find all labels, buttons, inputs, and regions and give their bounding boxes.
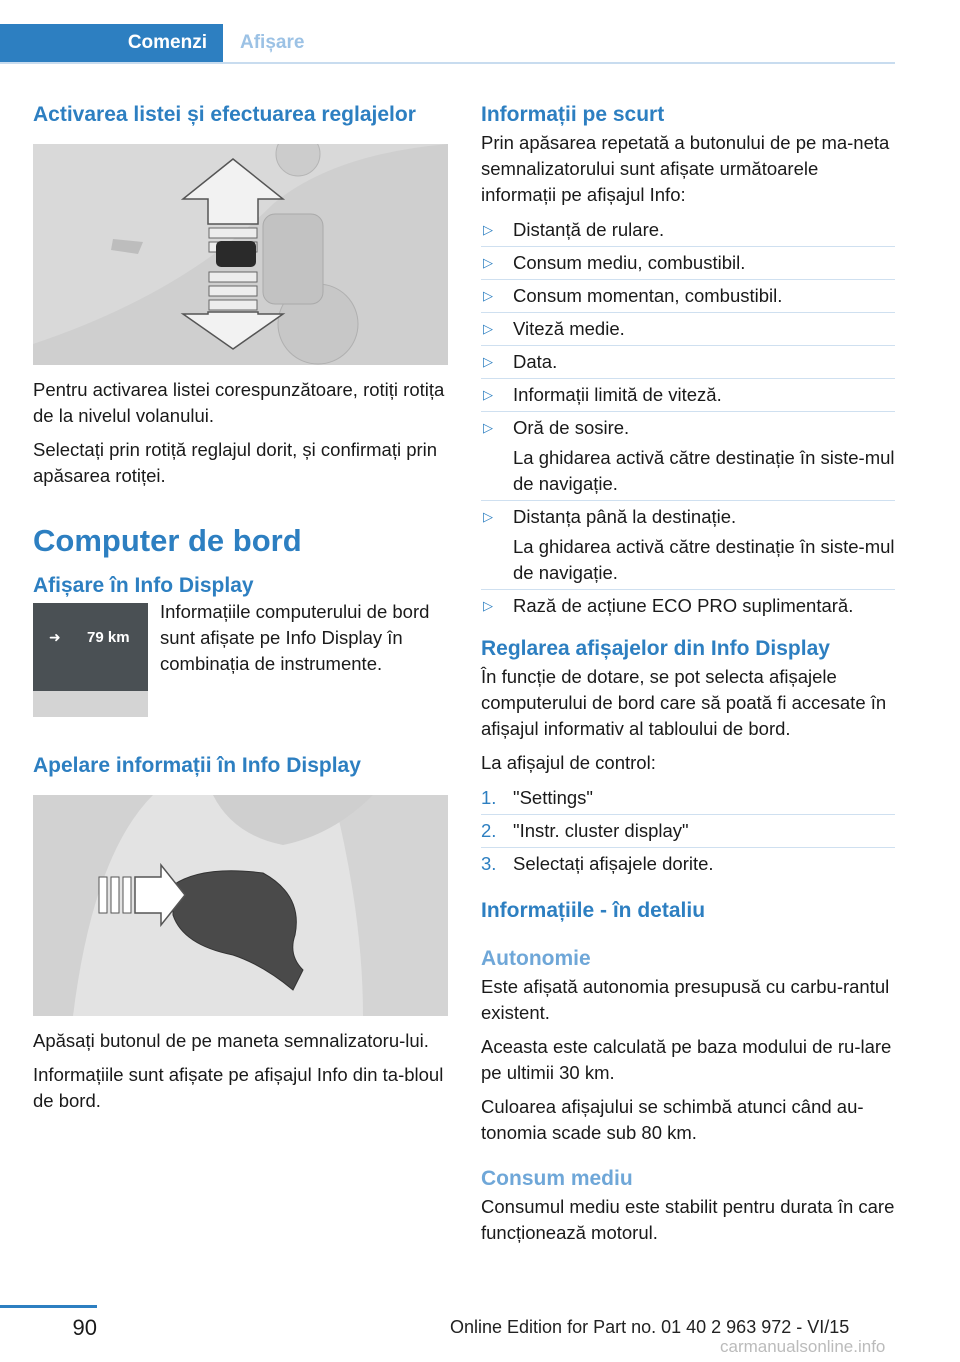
heading-computer-de-bord: Computer de bord — [33, 523, 302, 558]
display-readout: 79 km — [87, 629, 130, 646]
step-item — [481, 782, 895, 815]
list-item-text: Viteză medie. — [513, 318, 625, 339]
list-item-text: Distanță de rulare. — [513, 219, 665, 240]
triangle-icon: ▷ — [483, 598, 493, 613]
turn-signal-lever-image — [33, 795, 448, 1016]
list-item — [481, 247, 895, 280]
watermark: carmanualsonline.info — [720, 1337, 886, 1356]
list-item-subtext: La ghidarea activă către destinație în siste-mul de navigație. — [513, 536, 895, 583]
avg-consumption-text: Consumul mediu este stabilit pentru durata în care funcționează motorul. — [481, 1196, 895, 1243]
triangle-icon: ▷ — [483, 387, 493, 402]
call-text-1: Apăsați butonul de pe maneta semnalizatoru-lui. — [33, 1030, 429, 1051]
tab-comenzi-label: Comenzi — [127, 32, 207, 53]
info-display-image — [33, 603, 148, 717]
header-tabs — [0, 24, 895, 64]
range-text-3: Culoarea afișajului se schimbă atunci când au-tonomia scade sub 80 km. — [481, 1096, 864, 1143]
heading-call: Apelare informații în Info Display — [33, 754, 361, 777]
list-item — [481, 346, 895, 379]
list-item-subtext: La ghidarea activă către destinație în siste-mul de navigație. — [513, 447, 895, 494]
triangle-icon: ▷ — [483, 509, 493, 524]
step-number: 1. — [481, 787, 497, 808]
arrow-pump-icon: ➜ — [49, 629, 61, 645]
short-info-text: Prin apăsarea repetată a butonului de pe ma-neta semnalizatorului sunt afișate următoarele informații pe afișajul Info: — [481, 132, 890, 205]
steps-list — [481, 782, 895, 880]
activation-text-2: Selectați prin rotiță reglajul dorit, și confirmați prin apăsarea rotiței. — [33, 439, 438, 486]
call-text-2: Informațiile sunt afișate pe afișajul Info din ta-bloul de bord. — [33, 1064, 444, 1111]
activation-text-1: Pentru activarea listei corespunzătoare, rotiți rotița de la nivelul volanului. — [33, 379, 445, 426]
range-text-1: Este afișată autonomia presupusă cu carbu-rantul existent. — [481, 976, 890, 1023]
heading-activation: Activarea listei și efectuarea reglajelor — [33, 103, 416, 126]
triangle-icon: ▷ — [483, 288, 493, 303]
footer-line — [0, 1305, 97, 1308]
list-item-text: Distanța până la destinație. — [513, 506, 737, 527]
triangle-icon: ▷ — [483, 420, 493, 435]
list-item — [481, 280, 895, 313]
list-item-text: Informații limită de viteză. — [513, 384, 722, 405]
heading-adjust: Reglarea afișajelor din Info Display — [481, 637, 830, 660]
right-column — [481, 100, 895, 1246]
adjust-text-1: În funcție de dotare, se pot selecta afișajele computerului de bord care să poată fi accesate în afișajul informativ al tabloului de bord. — [481, 666, 887, 739]
step-item — [481, 848, 895, 880]
range-text-2: Aceasta este calculată pe baza modului de ru-lare pe ultimii 30 km. — [481, 1036, 892, 1083]
triangle-icon: ▷ — [483, 321, 493, 336]
list-item — [481, 590, 895, 622]
step-number: 3. — [481, 853, 497, 874]
list-item-text: Rază de acțiune ECO PRO suplimentară. — [513, 595, 854, 616]
list-item — [481, 313, 895, 346]
list-item — [481, 214, 895, 247]
heading-display: Afișare în Info Display — [33, 574, 254, 597]
heading-short-info: Informații pe scurt — [481, 103, 665, 126]
heading-detail: Informațiile - în detaliu — [481, 899, 706, 922]
adjust-text-2: La afișajul de control: — [481, 752, 656, 773]
info-list — [481, 214, 895, 622]
list-item-text: Oră de sosire. — [513, 417, 630, 438]
page-number: 90 — [72, 1315, 97, 1340]
triangle-icon: ▷ — [483, 222, 493, 237]
list-item-text: Consum mediu, combustibil. — [513, 252, 746, 273]
list-item — [481, 501, 895, 590]
tab-comenzi[interactable] — [0, 24, 223, 62]
step-number: 2. — [481, 820, 497, 841]
step-text: "Settings" — [513, 787, 593, 808]
step-text: Selectați afișajele dorite. — [513, 853, 714, 874]
step-item — [481, 815, 895, 848]
list-item-text: Data. — [513, 351, 558, 372]
tab-afisare[interactable]: Afișare — [240, 32, 305, 53]
triangle-icon: ▷ — [483, 354, 493, 369]
triangle-icon: ▷ — [483, 255, 493, 270]
left-column — [33, 100, 448, 1114]
display-text: Informațiile computerului de bord sunt afișate pe Info Display în combinația de instrumente. — [160, 601, 430, 674]
step-text: "Instr. cluster display" — [513, 820, 689, 841]
list-item — [481, 412, 895, 501]
steering-wheel-image — [33, 144, 448, 365]
edition-text: Online Edition for Part no. 01 40 2 963 972 - VI/15 — [450, 1317, 850, 1337]
list-item — [481, 379, 895, 412]
heading-range: Autonomie — [481, 947, 591, 970]
heading-avg-consumption: Consum mediu — [481, 1167, 633, 1190]
list-item-text: Consum momentan, combustibil. — [513, 285, 783, 306]
